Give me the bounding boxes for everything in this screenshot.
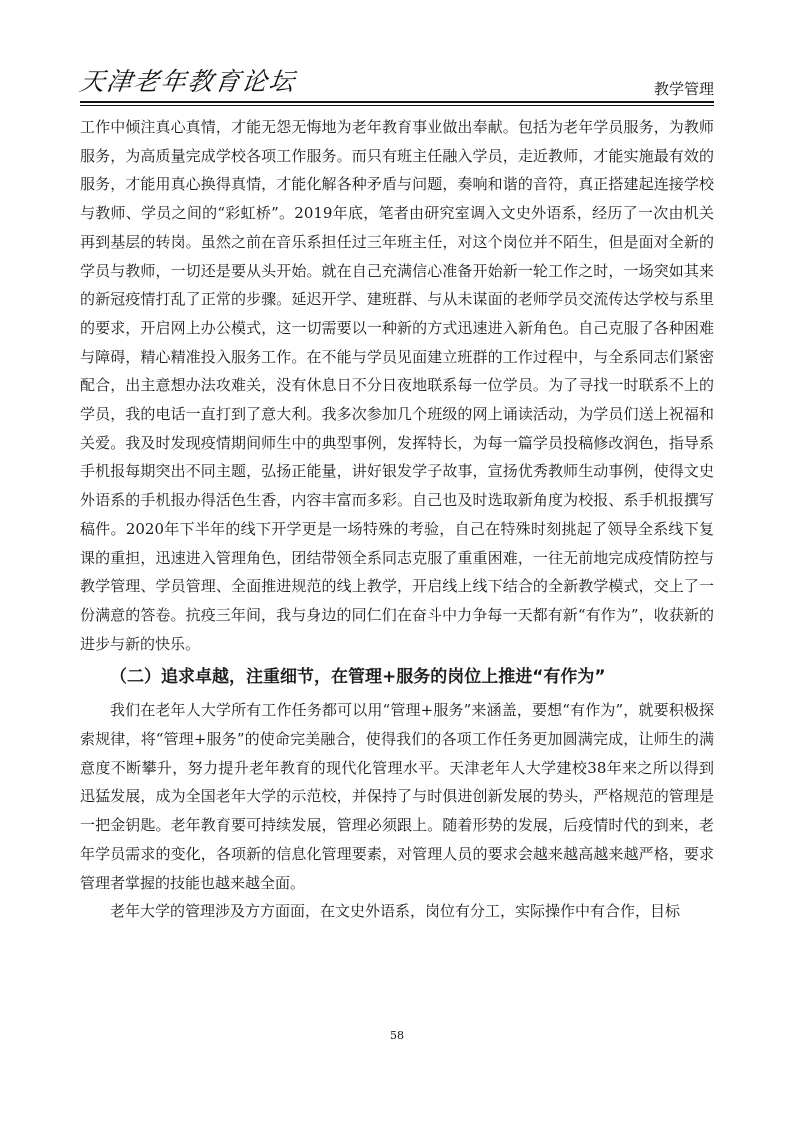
header-rule-thick: [80, 101, 714, 103]
paragraph: 老年大学的管理涉及方方面面，在文史外语系，岗位有分工，实际操作中有合作，目标: [110, 902, 681, 921]
page-header: [77, 62, 714, 102]
paragraph: 我们在老年人大学所有工作任务都可以用“管理+服务”来涵盖，要想“有作为”，就要积极探索规律，将“管理+服务”的使命完美融合，使得我们的各项工作任务更加圆满完成，让师生的满意度不断攀升，努力提升老年教育的现代化管理水平。天津老年人大学建校38年来之所以得到迅猛发展，成为全国老年大学的示范校，并保持了与时俱进创新发展的势头，严格规范的管理是一把金钥匙。老年教育要可持续发展，管理必须跟上。随着形势的发展，后疫情时代的到来，老年学员需求的变化，各项新的信息化管理要素，对管理人员的要求会越来越高越来越严格，要求管理者掌握的技能也越来越全面。: [80, 701, 714, 892]
page-number: 58: [390, 1029, 404, 1042]
header-rule-thin: [80, 105, 714, 106]
section-title: 教学管理: [653, 80, 714, 98]
paragraph-continued: 工作中倾注真心真情，才能无怨无悔地为老年教育事业做出奉献。包括为老年学员服务，为教师服务，为高质量完成学校各项工作服务。而只有班主任融入学员，走近教师，才能实施最有效的服务，才能用真心换得真情，才能化解各种矛盾与问题，奏响和谐的音符，真正搭建起连接学校与教师、学员之间的“彩虹桥”。2019年底，笔者由研究室调入文史外语系，经历了一次由机关再到基层的转岗。虽然之前在音乐系担任过三年班主任，对这个岗位并不陌生，但是面对全新的学员与教师，一切还是要从头开始。就在自己充满信心准备开始新一轮工作之时，一场突如其来的新冠疫情打乱了正常的步骤。延迟开学、建班群、与从未谋面的老师学员交流传达学校与系里的要求，开启网上办公模式，这一切需要以一种新的方式迅速进入新角色。自己克服了各种困难与障碍，精心精准投入服务工作。在不能与学员见面建立班群的工作过程中，与全系同志们紧密配合，出主意想办法攻难关，没有休息日不分日夜地联系每一位学员。为了寻找一时联系不上的学员，我的电话一直打到了意大利。我多次参加几个班级的网上诵读活动，为学员们送上祝福和关爱。我及时发现疫情期间师生中的典型事例，发挥特长，为每一篇学员投稿修改润色，指导系手机报每期突出不同主题，弘扬正能量，讲好银发学子故事，宣扬优秀教师生动事例，使得文史外语系的手机报办得活色生香，内容丰富而多彩。自己也及时选取新角度为校报、系手机报撰写稿件。2020年下半年的线下开学更是一场特殊的考验，自己在特殊时刻挑起了领导全系线下复课的重担，迅速进入管理角色，团结带领全系同志克服了重重困难，一往无前地完成疫情防控与教学管理、学员管理、全面推进规范的线上教学，开启线上线下结合的全新教学模式，交上了一份满意的答卷。抗疫三年间，我与身边的同仁们在奋斗中力争每一天都有新“有作为”，收获新的进步与新的快乐。: [80, 118, 714, 653]
subsection-heading: （二）追求卓越，注重细节，在管理+服务的岗位上推进“有作为”: [110, 667, 606, 688]
journal-masthead: 天津老年教育论坛: [77, 67, 298, 96]
article-body: [80, 113, 714, 926]
